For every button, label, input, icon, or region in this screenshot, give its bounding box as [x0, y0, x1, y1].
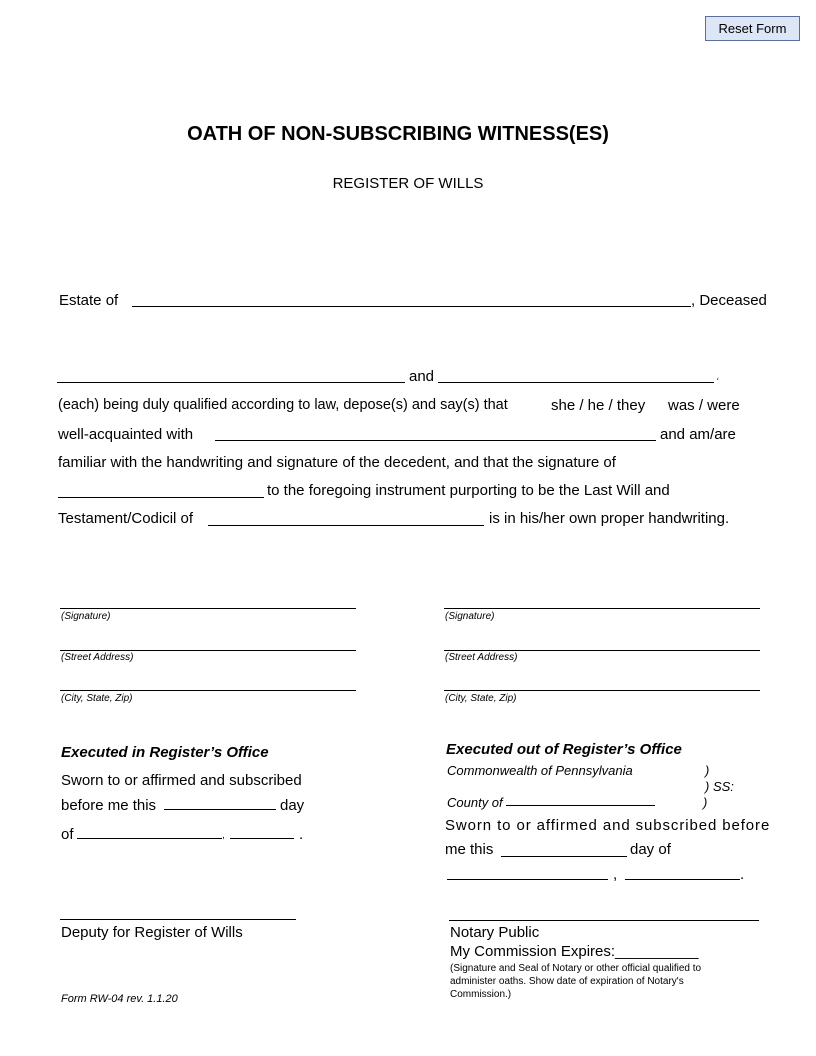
right-city-label: (City, State, Zip) — [445, 693, 517, 704]
paren-3: ) — [703, 795, 708, 810]
estate-suffix: , Deceased — [691, 292, 767, 309]
witness-2-name-field[interactable] — [438, 382, 714, 383]
deputy-signature-field[interactable] — [60, 919, 296, 920]
testator-name-field[interactable] — [208, 525, 484, 526]
body-line-2a: well-acquainted with — [58, 426, 194, 443]
pronoun-choice[interactable]: she / he / they — [551, 397, 646, 414]
in-office-of: of — [61, 826, 74, 843]
page-subtitle: REGISTER OF WILLS — [332, 175, 484, 192]
in-office-line-1: Sworn to or affirmed and subscribed — [61, 772, 302, 789]
out-office-day-of: day of — [630, 841, 671, 858]
out-office-month-field[interactable] — [447, 879, 608, 880]
in-office-heading: Executed in Register’s Office — [61, 744, 269, 761]
in-office-period: . — [299, 826, 304, 843]
in-office-day-field[interactable] — [164, 809, 276, 810]
left-street-label: (Street Address) — [61, 652, 134, 663]
commonwealth-label: Commonwealth of Pennsylvania — [447, 763, 633, 778]
decedent-name-field[interactable] — [215, 440, 656, 441]
body-line-2b: and am/are — [660, 426, 736, 443]
form-number: Form RW-04 rev. 1.1.20 — [61, 993, 178, 1005]
right-signature-label: (Signature) — [445, 611, 495, 622]
notary-signature-field[interactable] — [449, 920, 759, 921]
out-office-sworn: Sworn to or affirmed and subscribed before — [445, 817, 771, 834]
in-office-before: before me this — [61, 797, 157, 814]
county-label: County of — [447, 795, 503, 810]
right-signature-field[interactable] — [444, 608, 760, 609]
county-field[interactable] — [506, 805, 655, 806]
out-office-period: . — [740, 866, 745, 883]
deputy-label: Deputy for Register of Wills — [61, 924, 243, 941]
out-office-day-field[interactable] — [501, 856, 627, 857]
out-office-heading: Executed out of Register’s Office — [446, 741, 682, 758]
body-line-4: to the foregoing instrument purporting to be the Last Will and — [267, 482, 670, 499]
right-city-field[interactable] — [444, 690, 760, 691]
page-title: OATH OF NON-SUBSCRIBING WITNESS(ES) — [187, 123, 609, 145]
and-text: and — [409, 368, 435, 385]
left-signature-field[interactable] — [60, 608, 356, 609]
out-office-year-field[interactable] — [625, 879, 740, 880]
paren-1: ) — [705, 763, 710, 778]
reset-form-button[interactable]: Reset Form — [705, 16, 800, 41]
out-office-comma: , — [613, 866, 618, 883]
notary-note: (Signature and Seal of Notary or other official qualified to administer oaths. Show date of expiration of Notary's Commission.) — [450, 963, 702, 1000]
witness-1-name-field[interactable] — [57, 382, 405, 383]
body-line-5a: Testament/Codicil of — [58, 510, 194, 527]
body-line-3: familiar with the handwriting and signature of the decedent, and that the signature of — [58, 454, 616, 471]
in-office-comma: , — [222, 830, 225, 841]
signature-name-field[interactable] — [58, 497, 264, 498]
estate-name-field[interactable] — [132, 306, 691, 307]
right-street-label: (Street Address) — [445, 652, 518, 663]
body-line-1a: (each) being duly qualified according to law, depose(s) and say(s) that — [58, 397, 508, 413]
body-line-5b: is in his/her own proper handwriting. — [489, 510, 730, 527]
ss-label: ) SS: — [705, 779, 734, 794]
commission-expires[interactable]: My Commission Expires:__________ — [450, 943, 699, 960]
out-office-me-this: me this — [445, 841, 494, 858]
trailing-mark: ، — [716, 372, 720, 383]
estate-prefix: Estate of — [59, 292, 119, 309]
notary-label: Notary Public — [450, 924, 540, 941]
right-street-field[interactable] — [444, 650, 760, 651]
in-office-day: day — [280, 797, 305, 814]
verb-choice[interactable]: was / were — [668, 397, 740, 414]
in-office-month-field[interactable] — [77, 838, 222, 839]
left-signature-label: (Signature) — [61, 611, 111, 622]
left-city-field[interactable] — [60, 690, 356, 691]
in-office-year-field[interactable] — [230, 838, 294, 839]
left-street-field[interactable] — [60, 650, 356, 651]
left-city-label: (City, State, Zip) — [61, 693, 133, 704]
